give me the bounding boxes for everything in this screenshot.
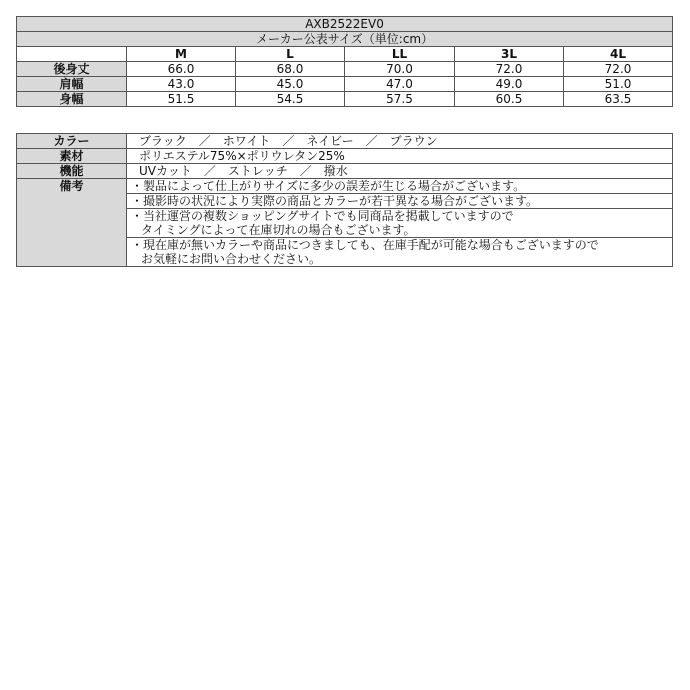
size-value: 70.0 <box>345 62 455 77</box>
size-value: 60.5 <box>455 92 564 107</box>
size-header-3l: 3L <box>455 47 564 62</box>
note-item <box>127 238 673 267</box>
notes-label: 備考 <box>17 179 127 267</box>
spec-row-function <box>17 164 673 179</box>
spec-row-note-1 <box>17 179 673 194</box>
note-item: ・撮影時の状況により実際の商品とカラーが若干異なる場合がございます。 <box>127 194 673 209</box>
table-row <box>17 92 673 107</box>
material-label: 素材 <box>17 149 127 164</box>
color-value: ブラック ／ ホワイト ／ ネイビー ／ ブラウン <box>127 134 673 149</box>
size-header-4l: 4L <box>564 47 673 62</box>
note-line: ・当社運営の複数ショッピングサイトでも同商品を掲載していますので <box>131 209 514 223</box>
spec-row-material <box>17 149 673 164</box>
size-header-empty <box>17 47 127 62</box>
size-header-row <box>17 47 673 62</box>
size-value: 63.5 <box>564 92 673 107</box>
color-label: カラー <box>17 134 127 149</box>
note-line: タイミングによって在庫切れの場合もございます。 <box>141 223 416 237</box>
size-value: 51.5 <box>127 92 236 107</box>
size-value: 72.0 <box>564 62 673 77</box>
material-value: ポリエステル75%×ポリウレタン25% <box>127 149 673 164</box>
note-item <box>127 209 673 238</box>
size-value: 43.0 <box>127 77 236 92</box>
table-row <box>17 62 673 77</box>
size-header-m: M <box>127 47 236 62</box>
size-value: 72.0 <box>455 62 564 77</box>
spec-row-color <box>17 134 673 149</box>
note-line: お気軽にお問い合わせください。 <box>141 252 322 266</box>
size-value: 51.0 <box>564 77 673 92</box>
row-label: 肩幅 <box>17 77 127 92</box>
row-label: 身幅 <box>17 92 127 107</box>
note-item: ・製品によって仕上がりサイズに多少の誤差が生じる場合がございます。 <box>127 179 673 194</box>
size-value: 54.5 <box>236 92 345 107</box>
row-label: 後身丈 <box>17 62 127 77</box>
size-value: 49.0 <box>455 77 564 92</box>
size-value: 68.0 <box>236 62 345 77</box>
size-table-subtitle: メーカー公表サイズ（単位:cm） <box>17 32 673 47</box>
size-header-ll: LL <box>345 47 455 62</box>
size-table <box>16 16 673 107</box>
product-code: AXB2522EV0 <box>17 17 673 32</box>
size-value: 57.5 <box>345 92 455 107</box>
spec-table <box>16 133 673 267</box>
function-value: UVカット ／ ストレッチ ／ 撥水 <box>127 164 673 179</box>
size-value: 47.0 <box>345 77 455 92</box>
function-label: 機能 <box>17 164 127 179</box>
size-value: 66.0 <box>127 62 236 77</box>
size-header-l: L <box>236 47 345 62</box>
size-value: 45.0 <box>236 77 345 92</box>
note-line: ・現在庫が無いカラーや商品につきましても、在庫手配が可能な場合もございますので <box>131 238 599 252</box>
table-row <box>17 77 673 92</box>
